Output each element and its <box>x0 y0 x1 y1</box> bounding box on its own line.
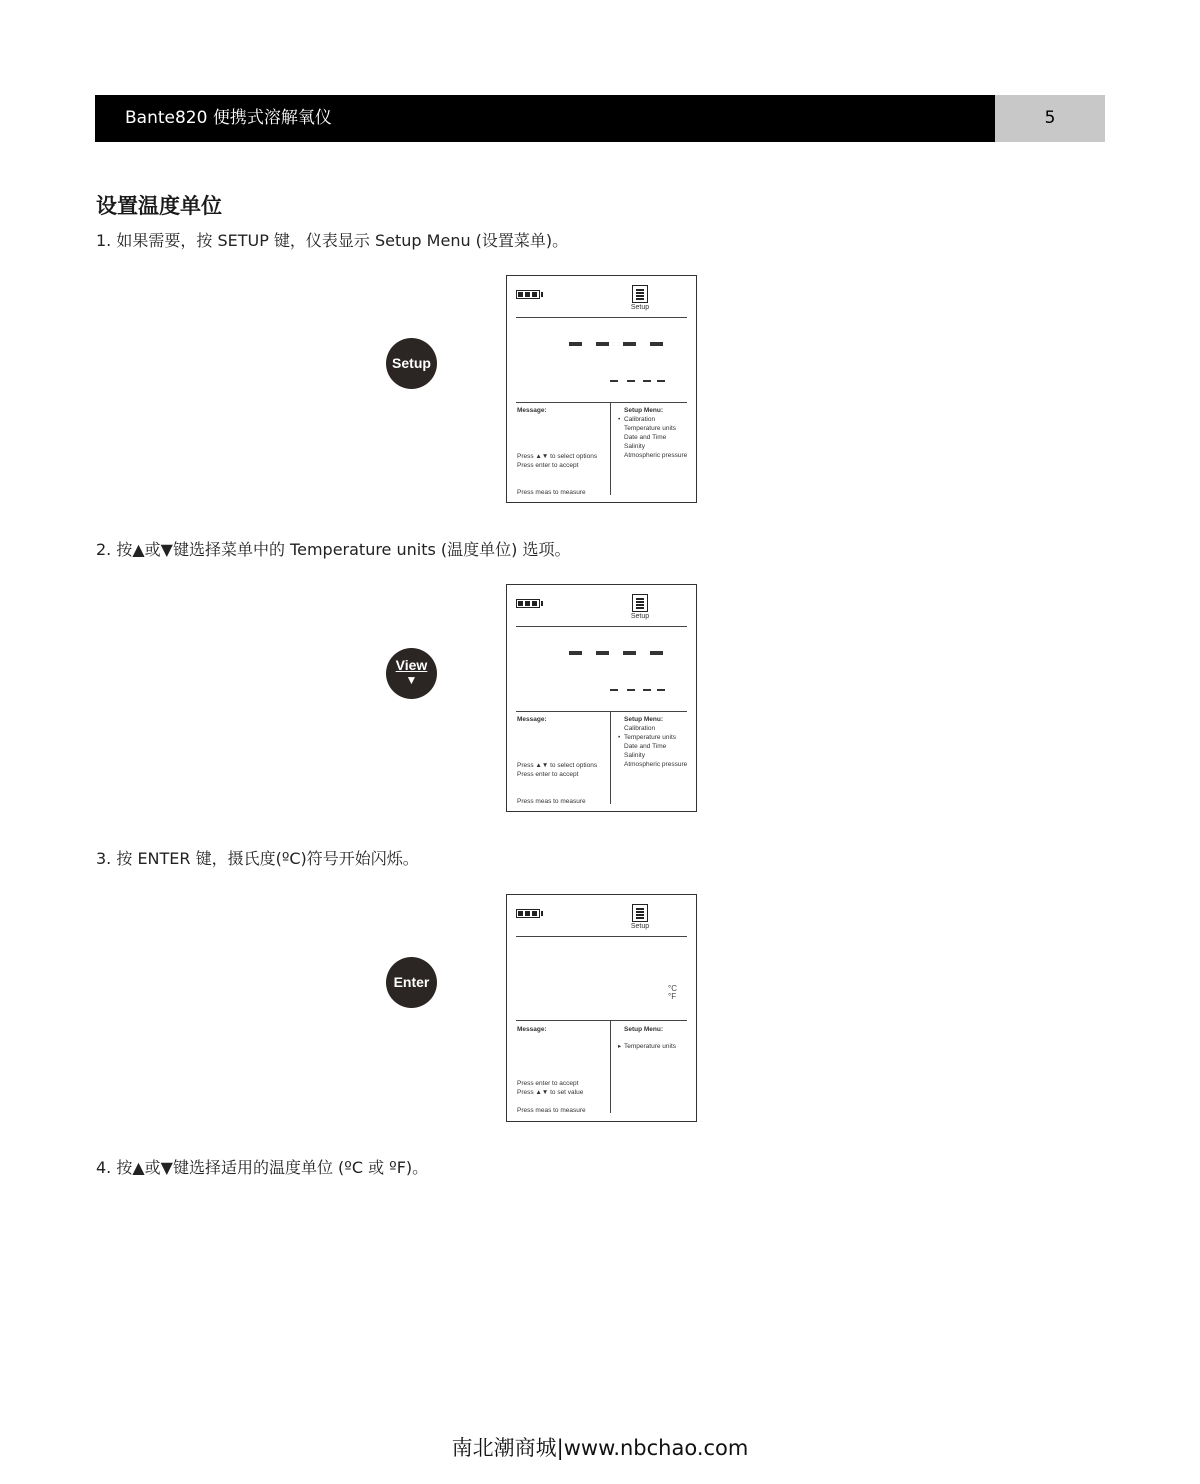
reading-dash <box>569 651 582 655</box>
menu-item: Calibration <box>624 416 656 423</box>
message-title: Message: <box>517 716 547 723</box>
setup-key-icon <box>386 338 437 389</box>
setup-key-label: Setup <box>392 355 431 371</box>
setup-menu-title: Setup Menu: <box>624 1026 663 1033</box>
panel-divider <box>610 712 611 804</box>
panel-divider <box>610 403 611 495</box>
menu-item: Salinity <box>624 752 645 759</box>
reading-dash <box>650 342 663 346</box>
temp-dash <box>610 689 618 691</box>
temp-dash <box>657 689 665 691</box>
reading-dash <box>623 651 636 655</box>
meter-screen-2 <box>506 584 697 812</box>
selection-bullet: • <box>618 734 621 741</box>
menu-item: Date and Time <box>624 743 667 750</box>
set-value-hint: Press ▲▼ to set value <box>517 1089 584 1096</box>
pointer-icon: ▸ <box>618 1043 622 1050</box>
reading-dash <box>569 342 582 346</box>
meter-screen-3 <box>506 894 697 1122</box>
message-title: Message: <box>517 1026 547 1033</box>
measure-hint: Press meas to measure <box>517 798 586 805</box>
measure-hint: Press meas to measure <box>517 489 586 496</box>
measure-hint: Press meas to measure <box>517 1107 586 1114</box>
setup-doc-icon <box>632 594 648 612</box>
divider <box>516 317 687 318</box>
temp-dash <box>627 689 635 691</box>
setup-doc-icon <box>632 285 648 303</box>
battery-icon <box>516 909 540 918</box>
setup-icon-label: Setup <box>630 613 650 620</box>
battery-icon <box>516 290 540 299</box>
blinking-unit-icon <box>668 985 677 1001</box>
setup-menu-title: Setup Menu: <box>624 716 663 723</box>
menu-item: Atmospheric pressure <box>624 761 688 768</box>
selection-bullet: • <box>618 416 621 423</box>
section-title: 设置温度单位 <box>96 194 222 218</box>
menu-item: Salinity <box>624 443 645 450</box>
step-3-text: 3. 按 ENTER 键，摄氏度(ºC)符号开始闪烁。 <box>96 849 419 868</box>
step-1-text: 1. 如果需要，按 SETUP 键，仪表显示 Setup Menu (设置菜单)。 <box>96 231 569 250</box>
menu-item: Atmospheric pressure <box>624 452 688 459</box>
accept-hint: Press enter to accept <box>517 1080 579 1087</box>
menu-item-selected: Temperature units <box>624 1043 677 1050</box>
step-4-text: 4. 按▲或▼键选择适用的温度单位 (ºC 或 ºF)。 <box>96 1158 429 1177</box>
divider <box>516 626 687 627</box>
page-header <box>95 95 1105 142</box>
select-hint: Press ▲▼ to select options <box>517 762 598 769</box>
step-2-text: 2. 按▲或▼键选择菜单中的 Temperature units (温度单位) 选项。 <box>96 540 571 559</box>
setup-icon-label: Setup <box>630 304 650 311</box>
enter-key-label: Enter <box>393 974 430 990</box>
reading-dash <box>650 651 663 655</box>
divider <box>516 936 687 937</box>
footer-site: 南北潮商城|www.nbchao.com <box>451 1436 749 1460</box>
enter-key-icon <box>386 957 437 1008</box>
accept-hint: Press enter to accept <box>517 771 579 778</box>
reading-dash <box>623 342 636 346</box>
setup-icon-label: Setup <box>630 923 650 930</box>
view-key-icon <box>386 648 437 699</box>
accept-hint: Press enter to accept <box>517 462 579 469</box>
temp-dash <box>610 380 618 382</box>
down-arrow-icon: ▼ <box>405 673 418 687</box>
battery-icon <box>516 599 540 608</box>
setup-menu-title: Setup Menu: <box>624 407 663 414</box>
meter-screen-1 <box>506 275 697 503</box>
divider <box>516 402 687 403</box>
menu-item: Temperature units <box>624 425 677 432</box>
document-title: Bante820 便携式溶解氧仪 <box>125 108 332 128</box>
reading-dash <box>596 342 609 346</box>
setup-doc-icon <box>632 904 648 922</box>
temp-dash <box>643 689 651 691</box>
message-title: Message: <box>517 407 547 414</box>
temp-dash <box>627 380 635 382</box>
temp-dash <box>643 380 651 382</box>
divider <box>516 1020 687 1021</box>
view-key-label: View <box>395 657 428 673</box>
fahrenheit-symbol: °F <box>668 992 677 1001</box>
panel-divider <box>610 1021 611 1113</box>
reading-dash <box>596 651 609 655</box>
divider <box>516 711 687 712</box>
select-hint: Press ▲▼ to select options <box>517 453 598 460</box>
temp-dash <box>657 380 665 382</box>
page-number: 5 <box>995 95 1105 142</box>
celsius-symbol: °C <box>668 984 677 993</box>
menu-item: Calibration <box>624 725 656 732</box>
menu-item: Temperature units <box>624 734 677 741</box>
menu-item: Date and Time <box>624 434 667 441</box>
